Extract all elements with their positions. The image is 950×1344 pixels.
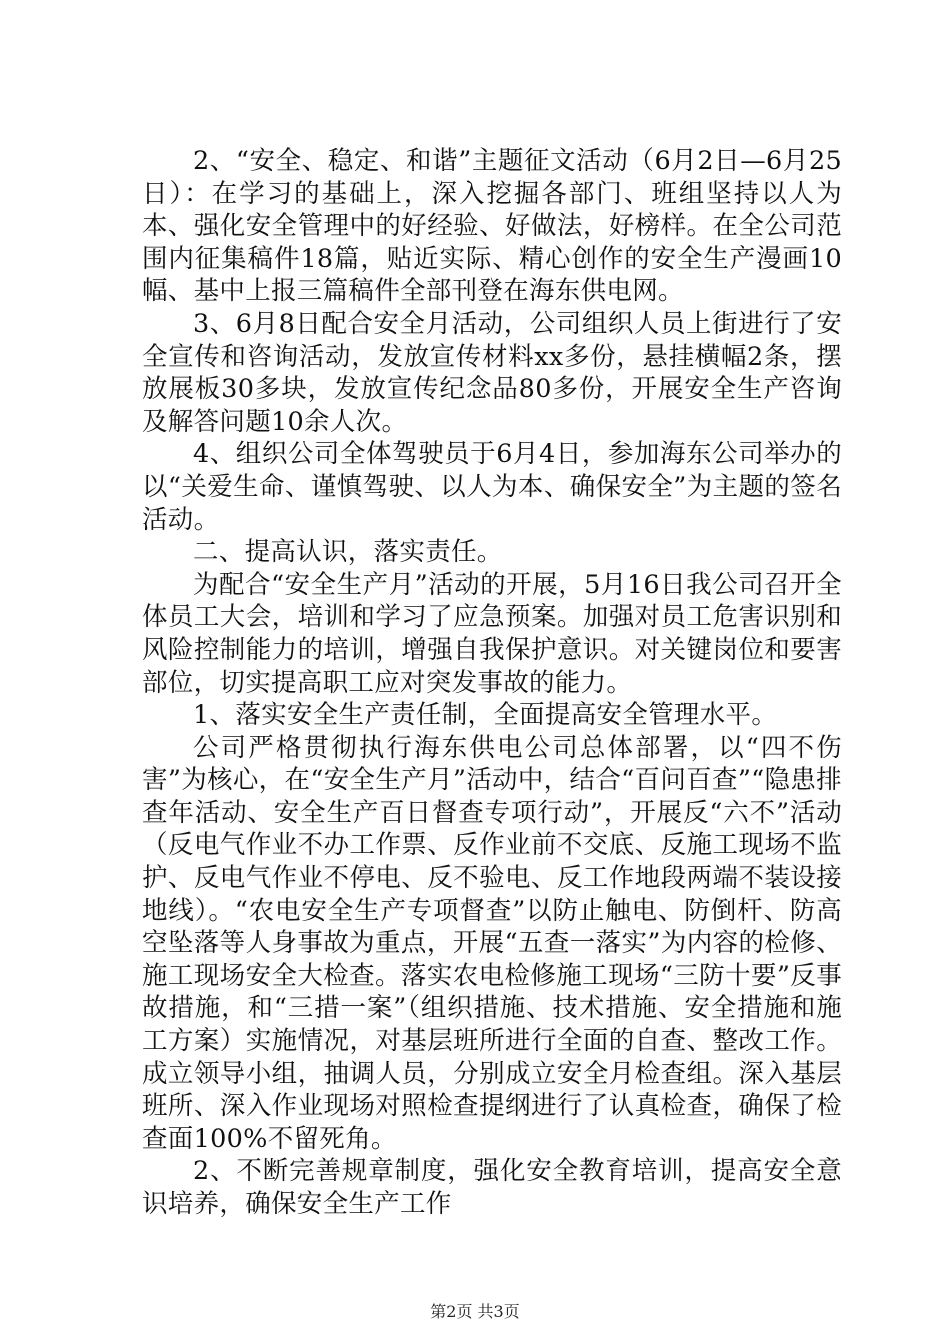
section-heading-responsibility: 二、提高认识，落实责任。 (193, 537, 503, 568)
paragraph-staff-meeting: 为配合“安全生产月”活动的开展，5月16日我公司召开全体员工大会，培训和学习了应急预案。加强对员工危害识别和风险控制能力的培训，增强自我保护意识。对关键岗位和要害部位，切实提高职工应对突发事故的能力。 (142, 569, 842, 698)
paragraph-street-campaign: 3、6月8日配合安全月活动，公司组织人员上街进行了安全宣传和咨询活动，发放宣传材料xx多份，悬挂横幅2条，摆放展板30多块，发放宣传纪念品80多份，开展安全生产咨询及解答问题10余人次。 (142, 308, 842, 437)
page-number-footer: 第2页 共3页 (430, 1302, 520, 1321)
document-body (142, 145, 842, 1221)
paragraph-essay-activity: 2、“安全、稳定、和谐”主题征文活动（6月2日—6月25日）：在学习的基础上，深入挖掘各部门、班组坚持以人为本、强化安全管理中的好经验、好做法，好榜样。在全公司范围内征集稿件18篇，贴近实际、精心创作的安全生产漫画10幅、基中上报三篇稿件全部刊登在海东供电网。 (142, 146, 842, 307)
paragraph-driver-signing: 4、组织公司全体驾驶员于6月4日，参加海东公司举办的以“关爱生命、谨慎驾驶、以人为本、确保安全”为主题的签名活动。 (142, 439, 842, 535)
subheading-regulations-training: 2、不断完善规章制度，强化安全教育培训，提高安全意识培养，确保安全生产工作 (142, 1156, 842, 1219)
paragraph-inspection-details: 公司严格贯彻执行海东供电公司总体部署，以“四不伤害”为核心，在“安全生产月”活动中，结合“百问百查”“隐患排查年活动、安全生产百日督查专项行动”，开展反“六不”活动（反电气作业不办工作票、反作业前不交底、反施工现场不监护、反电气作业不停电、反不验电、反工作地段两端不装设接地线）。“农电安全生产专项督查”以防止触电、防倒杆、防高空坠落等人身事故为重点，开展“五查一落实”为内容的检修、施工现场安全大检查。落实农电检修施工现场“三防十要”反事故措施，和“三措一案”（组织措施、技术措施、安全措施和施工方案）实施情况，对基层班所进行全面的自查、整改工作。成立领导小组，抽调人员，分别成立安全月检查组。深入基层班所、深入作业现场对照检查提纲进行了认真检查，确保了检查面100%不留死角。 (142, 732, 842, 1154)
subheading-responsibility-system: 1、落实安全生产责任制，全面提高安全管理水平。 (193, 700, 778, 731)
